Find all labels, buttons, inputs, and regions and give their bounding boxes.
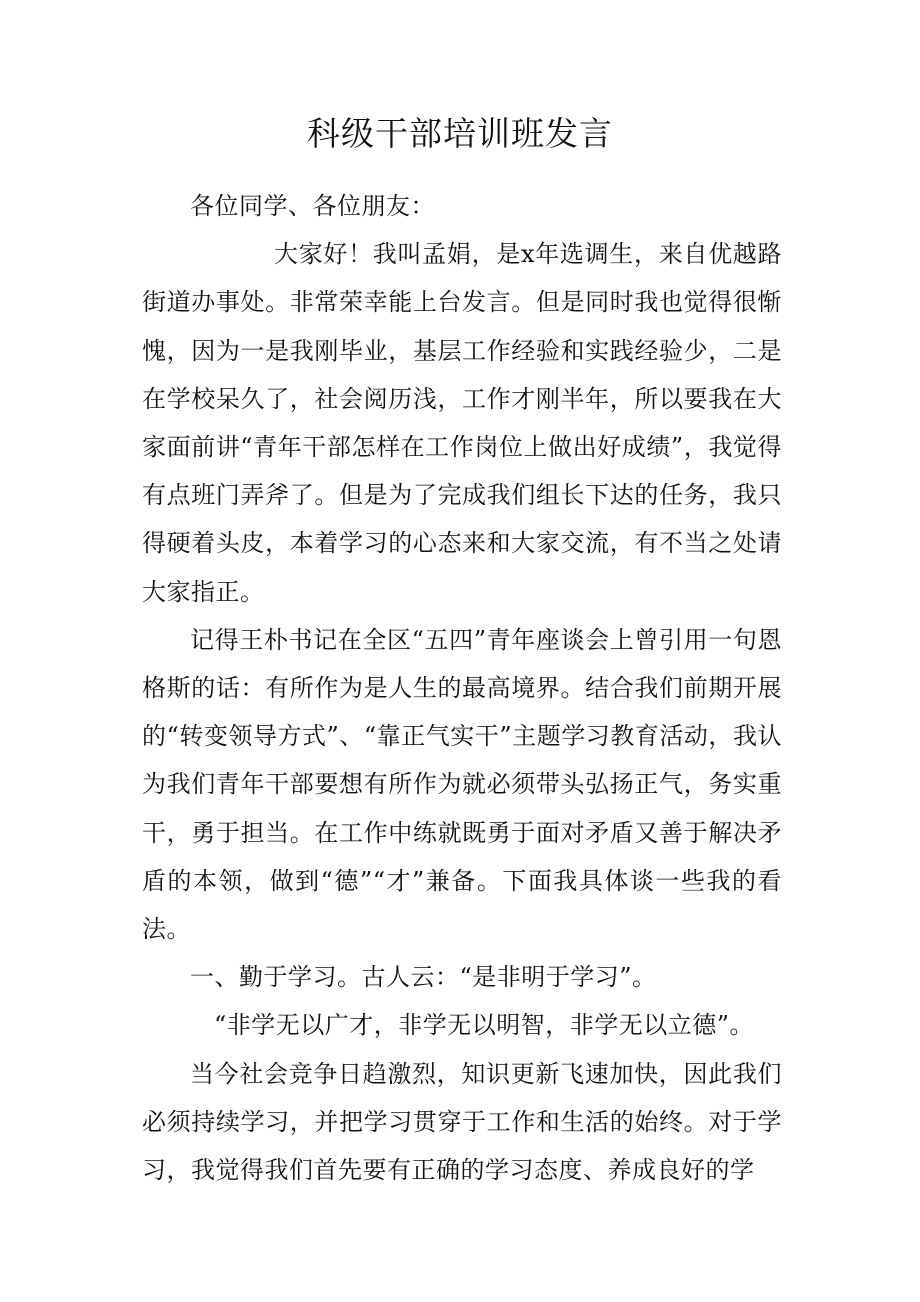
study-paragraph: 当今社会竞争日趋激烈，知识更新飞速加快，因此我们必须持续学习，并把学习贯穿于工作和生活的始终。对于学习，我觉得我们首先要有正确的学习态度、养成良好的学	[142, 1059, 782, 1185]
greeting-paragraph: 大家好！我叫孟娟，是x年选调生，来自优越路街道办事处。非常荣幸能上台发言。但是同时我也觉得很惭愧，因为一是我刚毕业，基层工作经验和实践经验少，二是在学校呆久了，社会阅历浅，工作才刚半年，所以要我在大家面前讲“青年干部怎样在工作岗位上做出好成绩”，我觉得有点班门弄斧了。但是为了完成我们组长下达的任务，我只得硬着头皮，本着学习的心态来和大家交流，有不当之处请大家指正。	[142, 240, 782, 606]
document-title: 科级干部培训班发言	[307, 114, 613, 153]
intro-paragraph: 记得王朴书记在全区“五四”青年座谈会上曾引用一句恩格斯的话：有所作为是人生的最高境界。结合我们前期开展的“转变领导方式”、“靠正气实干”主题学习教育活动，我认为我们青年干部要想有所作为就必须带头弘扬正气，务实重干，勇于担当。在工作中练就既勇于面对矛盾又善于解决矛盾的本领，做到“德”“才”兼备。下面我具体谈一些我的看法。	[142, 625, 782, 944]
quote-paragraph: “非学无以广才，非学无以明智，非学无以立德”。	[214, 1011, 755, 1040]
document-body	[142, 182, 782, 1194]
section-heading-study: 一、勤于学习。古人云：“是非明于学习”。	[190, 963, 657, 992]
salutation-paragraph: 各位同学、各位朋友：	[190, 192, 435, 220]
